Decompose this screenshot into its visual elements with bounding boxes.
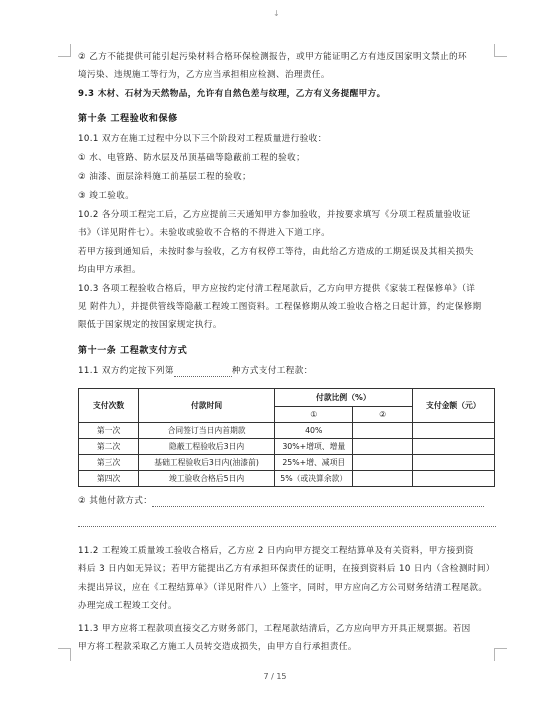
row-amount[interactable] [412,455,494,471]
row-amount[interactable] [412,439,494,455]
row-ratio-2[interactable] [353,455,412,471]
table-row [79,471,495,487]
row-times: 第二次 [79,439,139,455]
acceptance-item-3: ③ 竣工验收。 [78,191,135,201]
clause-10-3-line2: 见 附件九），并提供管线等隐蔽工程竣工图资料。工程保修期从竣工验收合格之日起计算，约定保修期 [78,302,482,312]
table-row [79,423,495,439]
clause-11-2-line2: 料后 3 日内如无异议；若甲方能提出乙方有承担环保责任的证明，在接到资料后 10 日内（含检测时间） [78,564,495,574]
clause-10-3-line1: 10.3 各项工程验收合格后，甲方应按约定付清工程尾款后，乙方向甲方提供《家装工程保修单》（详 [78,284,476,294]
other-payment-label: ② 其他付款方式： [78,496,153,506]
clause-10-2-line3: 若甲方接到通知后，未按时参与验收，乙方有权停工等待，由此给乙方造成的工期延误及其相关损失 [78,247,474,257]
clause-11-1 [78,366,498,377]
table-row [79,439,495,455]
row-ratio-2[interactable] [353,439,412,455]
clause-10-2-line4: 均由甲方承担。 [78,265,141,275]
header-ratio: 付款比例（%） [275,389,413,407]
other-payment-blank-2[interactable] [78,518,496,527]
crop-mark-top-left [58,44,71,57]
clause-10-3-line3: 限低于国家规定的按国家规定执行。 [78,320,222,330]
clause-11-1-tail: 种方式支付工程款： [231,366,313,376]
crop-mark-bottom-left [58,648,71,661]
other-payment-line-2 [78,516,498,527]
clause-9-3: 9.3 木材、石材为天然物品，允许有自然色差与纹理，乙方有义务提醒甲方。 [78,89,386,99]
row-time: 竣工验收合格后5日内 [139,471,275,487]
row-time: 隐蔽工程验收后3日内 [139,439,275,455]
clause-11-2-line4: 办理完成工程竣工交付。 [78,601,177,611]
row-ratio-1: 5%（或决算余款） [275,471,353,487]
clause-11-3-line2: 甲方将工程款采取乙方施工人员转交造成损失，由甲方自行承担责任。 [78,642,357,652]
header-mark: ↓ [273,9,280,18]
clause-11-2-line1: 11.2 工程竣工质量竣工验收合格后，乙方应 2 日内向甲方提交工程结算单及有关资料，甲方接到资 [78,546,474,556]
option-blank[interactable] [174,368,232,377]
table-row [79,455,495,471]
row-ratio-1: 30%+增项、增量 [275,439,353,455]
clause-10-2-line1: 10.2 各分项工程完工后，乙方应提前三天通知甲方参加验收，并按要求填写《分项工程质量验收证 [78,210,471,220]
clause-11-3-line1: 11.3 甲方应将工程款项直接交乙方财务部门，工程尾款结清后，乙方应向甲方开具正规票据。若因 [78,624,471,634]
clause-11-2-line3: 未提出异议，应在《工程结算单》（详见附件八）上签字，同时，甲方应向乙方公司财务结清工程尾款。 [78,583,488,593]
paragraph-env-line2: 境污染、违规施工等行为，乙方应当承担相应检测、治理责任。 [78,70,330,80]
row-ratio-1: 40% [275,423,353,439]
row-time: 基础工程验收后3日内(油漆前) [139,455,275,471]
header-times: 支付次数 [79,389,139,423]
clause-11-1-lead: 11.1 双方约定按下列第 [78,366,174,376]
clause-10-1: 10.1 双方在施工过程中分以下三个阶段对工程质量进行验收： [78,134,327,144]
row-ratio-2[interactable] [353,471,412,487]
acceptance-item-1: ① 水、电管路、防水层及吊顶基础等隐蔽前工程的验收； [78,153,306,163]
header-sub-1: ① [275,407,353,423]
clause-10-2-line2: 书》（详见附件七）。未验收或验收不合格的不得进入下道工序。 [78,228,331,238]
row-times: 第一次 [79,423,139,439]
header-sub-2: ② [353,407,412,423]
header-amount: 支付金额（元） [412,389,494,423]
row-amount[interactable] [412,423,494,439]
other-payment-blank[interactable] [152,498,484,507]
row-ratio-1: 25%+增、减项目 [275,455,353,471]
acceptance-item-2: ② 油漆、面层涂料施工前基层工程的验收； [78,172,252,182]
row-times: 第三次 [79,455,139,471]
row-ratio-2[interactable] [353,423,412,439]
paragraph-env-line1: ② 乙方不能提供可能引起污染材料合格环保检测报告，或甲方能证明乙方有违反国家明文禁止的环 [78,52,467,62]
payment-table [78,388,495,487]
row-times: 第四次 [79,471,139,487]
header-time: 付款时间 [139,389,275,423]
other-payment-line [78,496,498,507]
row-time: 合同签订当日内首期款 [139,423,275,439]
article-11-title: 第十一条 工程款支付方式 [78,346,188,356]
row-amount[interactable] [412,471,494,487]
article-10-title: 第十条 工程验收和保修 [78,114,178,124]
page-number: 7 / 15 [263,672,287,681]
